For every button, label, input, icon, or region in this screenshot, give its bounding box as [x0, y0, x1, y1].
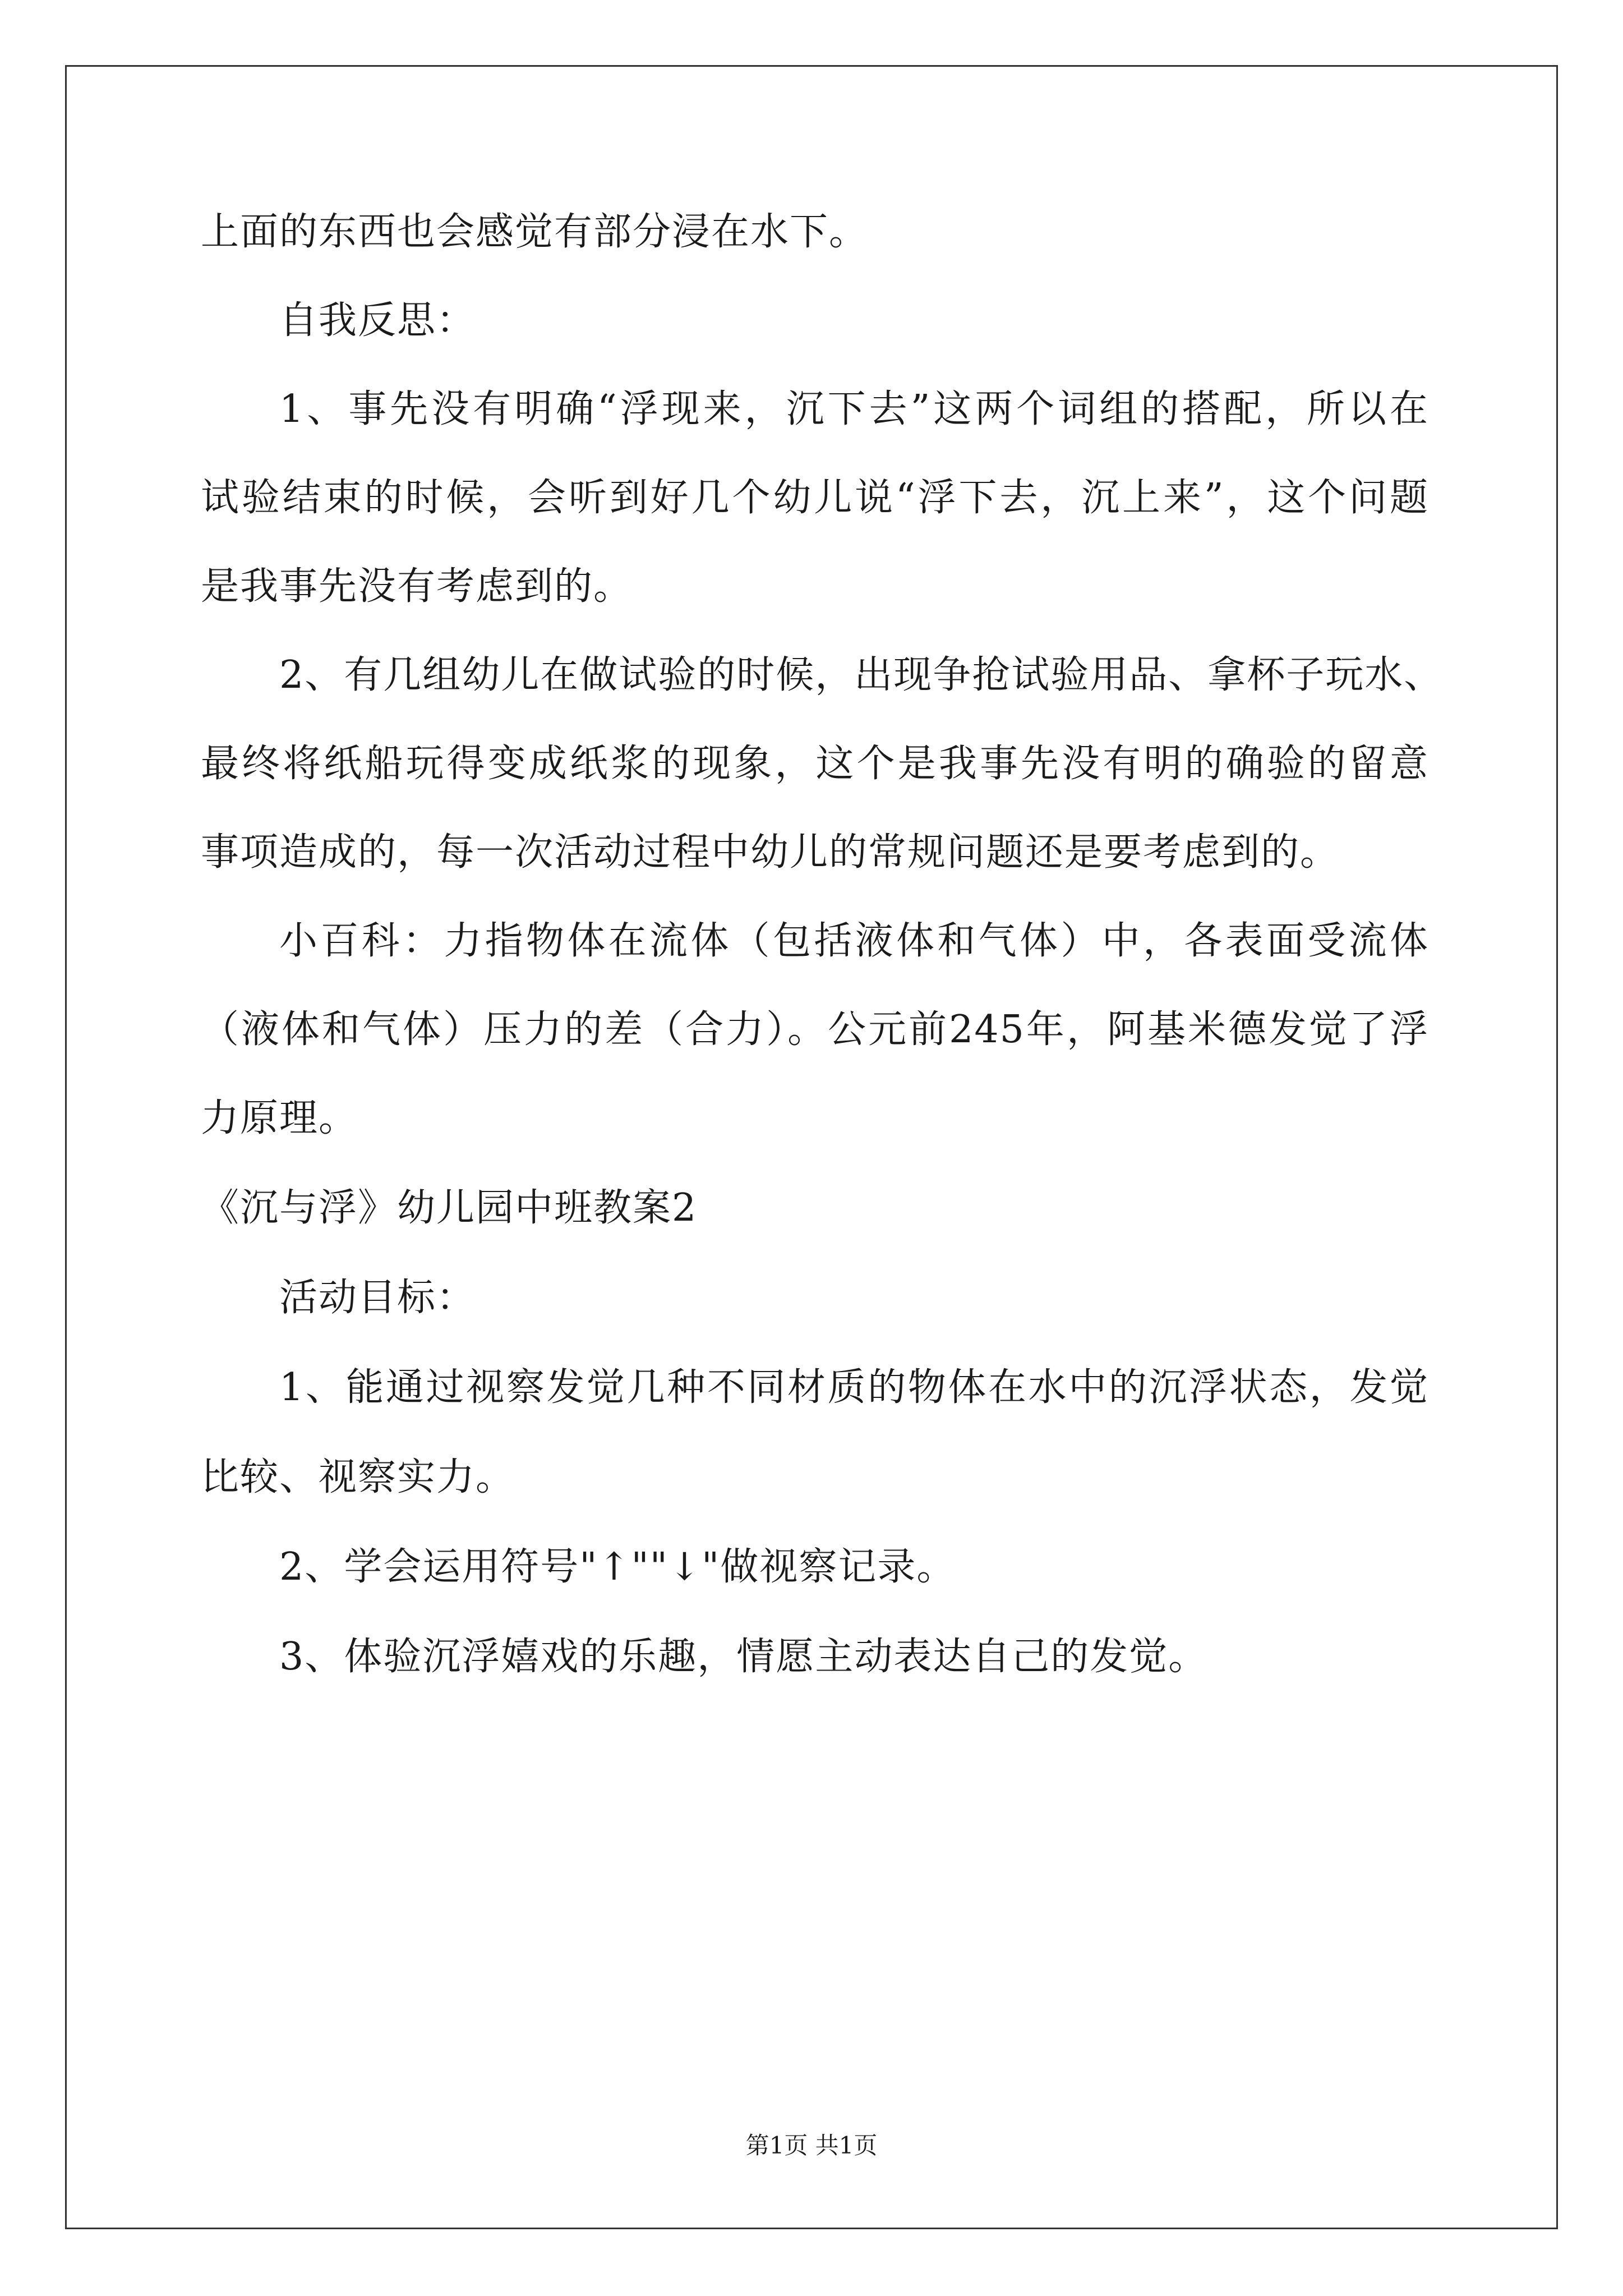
body-line-5: 是我事先没有考虑到的。: [201, 564, 633, 609]
section-heading-reflection: 自我反思：: [279, 298, 476, 343]
body-line-14: 1、能通过视察发觉几种不同材质的物体在水中的沉浮状态，发觉: [279, 1365, 1429, 1410]
body-line-3: 1、事先没有明确“浮现来，沉下去”这两个词组的搭配，所以在: [279, 387, 1429, 431]
body-line-17: 3、体验沉浮嬉戏的乐趣，情愿主动表达自己的发觉。: [279, 1635, 1208, 1679]
body-line-8: 事项造成的，每一次活动过程中幼儿的常规问题还是要考虑到的。: [201, 830, 1340, 875]
section-title-lesson-2: 《沉与浮》幼儿园中班教案2: [201, 1186, 698, 1230]
body-line-11: 力原理。: [201, 1096, 358, 1140]
page-footer: 第1页 共1页: [745, 2132, 878, 2159]
body-line-16: 2、学会运用符号"↑""↓"做视察记录。: [279, 1545, 956, 1589]
body-line-4: 试验结束的时候，会听到好几个幼儿说“浮下去，沉上来”，这个问题: [201, 476, 1429, 520]
body-line-7: 最终将纸船玩得变成纸浆的现象，这个是我事先没有明的确验的留意: [201, 742, 1429, 786]
section-heading-goals: 活动目标：: [279, 1276, 476, 1320]
body-line-9: 小百科：力指物体在流体（包括液体和气体）中，各表面受流体: [279, 919, 1429, 963]
body-line-10: （液体和气体）压力的差（合力）。公元前245年，阿基米德发觉了浮: [201, 1007, 1429, 1052]
body-line-6: 2、有几组幼儿在做试验的时候，出现争抢试验用品、拿杯子玩水、: [279, 653, 1444, 697]
body-line-1: 上面的东西也会感觉有部分浸在水下。: [201, 210, 869, 254]
body-line-15: 比较、视察实力。: [201, 1455, 515, 1499]
